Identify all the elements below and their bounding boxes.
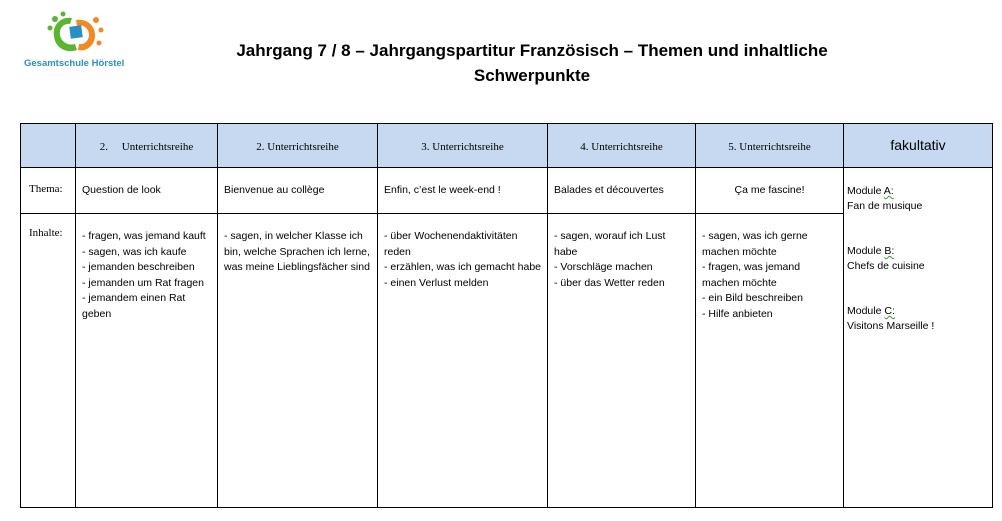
curriculum-table xyxy=(20,123,993,508)
header-cell xyxy=(844,124,993,168)
inhalte-label: Inhalte: xyxy=(29,227,63,239)
row-label-cell xyxy=(21,168,76,214)
content-cell xyxy=(378,214,548,508)
row-label-cell xyxy=(21,214,76,508)
content-cell xyxy=(218,214,378,508)
content-item: - über Wochenendaktivitäten reden xyxy=(384,230,518,258)
content-item: - über das Wetter reden xyxy=(554,276,665,289)
module-title: Module C: xyxy=(847,305,895,317)
content-cell xyxy=(76,214,218,508)
title-line-1: Jahrgang 7 / 8 – Jahrgangspartitur Französisch – Themen und inhaltliche xyxy=(236,41,828,60)
content-item: - ein Bild beschreiben xyxy=(702,292,803,304)
theme-text: Question de look xyxy=(82,184,161,196)
content-item: - fragen, was jemand kauft xyxy=(82,230,206,242)
theme-text: Enfin, c’est le week-end ! xyxy=(384,184,501,196)
content-list xyxy=(548,214,695,291)
column-header-fakultativ: fakultativ xyxy=(890,136,946,153)
school-name: Gesamtschule Hörstel xyxy=(24,58,125,69)
title-line-2: Schwerpunkte xyxy=(473,66,591,85)
modules-cell xyxy=(844,168,993,508)
school-logo xyxy=(20,10,135,70)
content-cell xyxy=(548,214,696,508)
module-entry xyxy=(847,184,988,214)
module-letter: A: xyxy=(883,185,894,197)
content-item: - Hilfe anbieten xyxy=(702,307,773,320)
content-item: - sagen, worauf ich Lust habe xyxy=(554,230,666,258)
theme-text: Bienvenue au collège xyxy=(224,184,325,196)
module-entry xyxy=(847,304,988,334)
content-list xyxy=(378,214,547,291)
module-title: Module B: xyxy=(847,245,895,257)
theme-cell xyxy=(218,168,378,214)
content-item: - einen Verlust melden xyxy=(384,276,489,289)
column-header: 5. Unterrichtsreihe xyxy=(728,140,811,153)
theme-cell xyxy=(76,168,218,214)
content-item: - jemandem einen Rat geben xyxy=(82,292,186,320)
school-logo-icon xyxy=(46,10,106,58)
column-header: 2. Unterrichtsreihe xyxy=(256,140,339,153)
module-title: Module A: xyxy=(847,185,894,197)
header-cell xyxy=(378,124,548,168)
content-item: - erzählen, was ich gemacht habe xyxy=(384,261,542,273)
header-cell xyxy=(218,124,378,168)
content-list xyxy=(218,214,377,276)
column-header: 3. Unterrichtsreihe xyxy=(421,140,504,153)
theme-cell xyxy=(696,168,844,214)
header-corner-cell xyxy=(21,124,76,168)
content-item: - fragen, was jemand machen möchte xyxy=(702,261,801,289)
column-header: 4. Unterrichtsreihe xyxy=(580,140,663,153)
module-entry xyxy=(847,244,988,274)
content-item: - sagen, was ich gerne machen möchte xyxy=(702,230,808,258)
content-list xyxy=(696,214,843,322)
module-name: Visitons Marseille ! xyxy=(847,320,935,332)
content-cell xyxy=(696,214,844,508)
module-name: Chefs de cuisine xyxy=(847,260,925,272)
header-cell xyxy=(76,124,218,168)
module-letter: B: xyxy=(884,245,895,257)
content-item: - sagen, was ich kaufe xyxy=(82,245,187,258)
content-list xyxy=(76,214,217,322)
content-item: - jemanden um Rat fragen xyxy=(82,276,204,289)
module-letter: C: xyxy=(884,305,895,317)
content-item: - jemanden beschreiben xyxy=(82,261,195,273)
header-cell xyxy=(696,124,844,168)
thema-row xyxy=(21,168,993,214)
theme-text: Balades et découvertes xyxy=(554,184,664,196)
modules-list xyxy=(844,168,992,334)
header-cell xyxy=(548,124,696,168)
module-name: Fan de musique xyxy=(847,200,923,212)
content-item: - Vorschläge machen xyxy=(554,261,653,273)
header-row xyxy=(21,124,993,168)
theme-cell xyxy=(378,168,548,214)
content-item: - sagen, in welcher Klasse ich bin, welche Sprachen ich lerne, was meine Lieblingsfächer sind xyxy=(224,230,370,273)
thema-label: Thema: xyxy=(29,183,63,195)
theme-cell xyxy=(548,168,696,214)
column-header: 2. Unterrichtsreihe xyxy=(99,140,194,153)
theme-text: Ça me fascine! xyxy=(734,184,805,196)
page-title xyxy=(150,38,914,88)
